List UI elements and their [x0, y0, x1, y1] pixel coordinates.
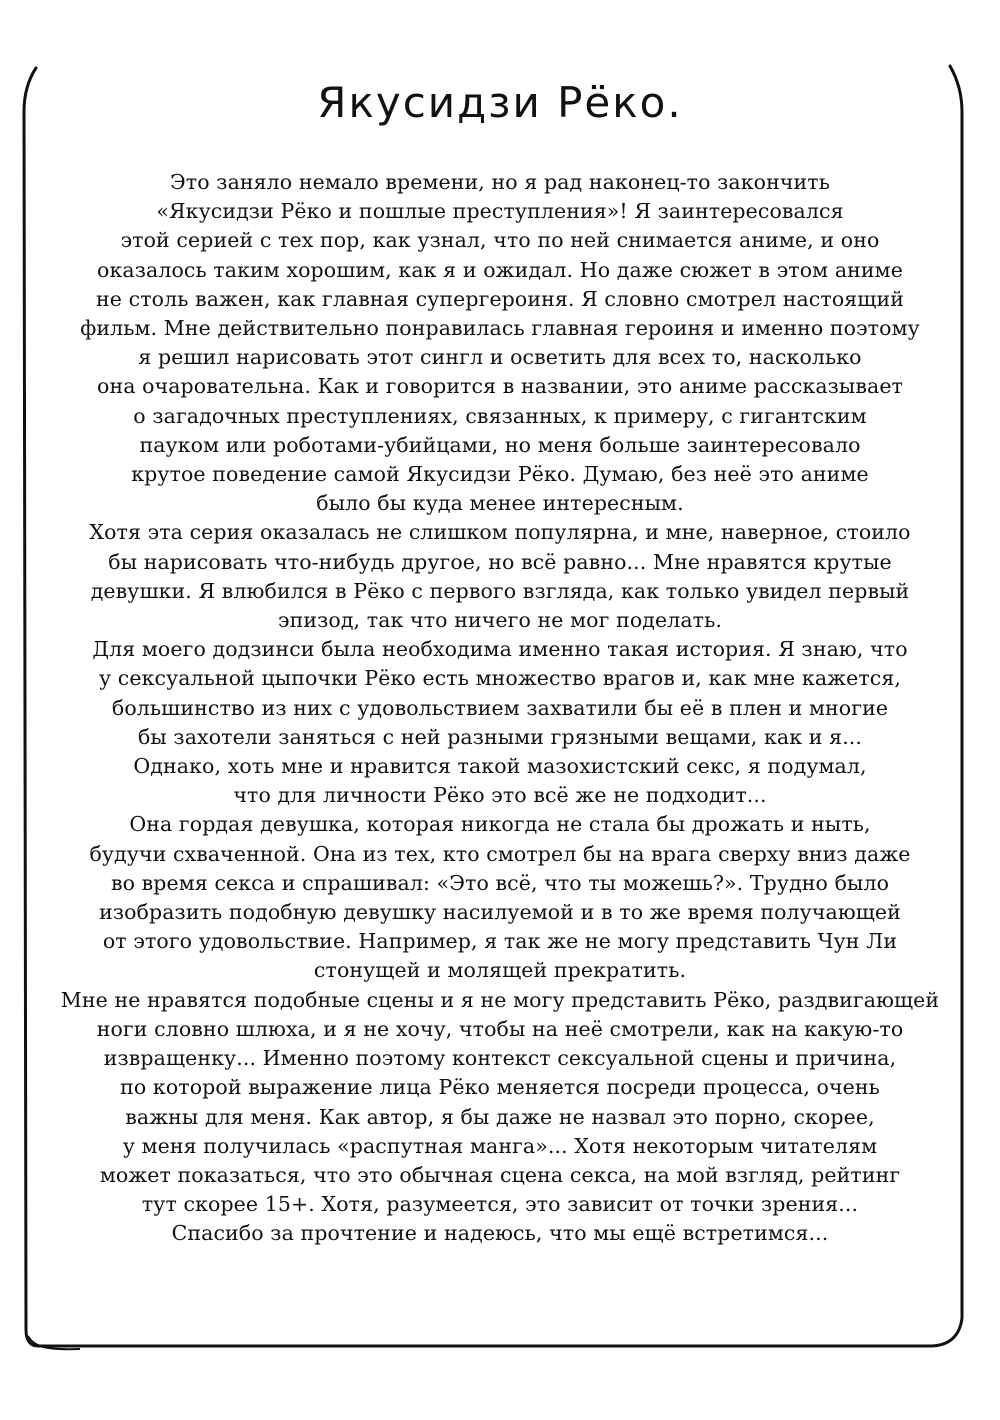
text-line: важны для меня. Как автор, я бы даже не назвал это порно, скорее, — [125, 1104, 875, 1129]
text-line: Это заняло немало времени, но я рад наконец-то закончить — [170, 170, 830, 194]
text-line: тут скорее 15+. Хотя, разумеется, это зависит от точки зрения... — [141, 1192, 859, 1217]
text-line: о загадочных преступлениях, связанных, к примеру, с гигантским — [133, 403, 867, 428]
text-line: стонущей и молящей прекратить. — [313, 958, 687, 983]
text-line: у меня получилась «распутная манга»... Хотя некоторым читателям — [122, 1133, 878, 1158]
text-line: эпизод, так что ничего не мог поделать. — [277, 608, 723, 633]
text-line: Однако, хоть мне и нравится такой мазохистский секс, я подумал, — [133, 754, 867, 779]
text-line: не столь важен, как главная супергероиня. Я словно смотрел настоящий — [96, 286, 904, 311]
text-line: бы нарисовать что-нибудь другое, но всё равно... Мне нравятся крутые — [108, 549, 892, 574]
text-line: крутое поведение самой Якусидзи Рёко. Думаю, без неё это аниме — [131, 462, 869, 487]
text-line: Для моего додзинси была необходима именно такая история. Я знаю, что — [92, 637, 908, 662]
text-line: во время секса и спрашивал: «Это всё, что ты можешь?». Трудно было — [110, 870, 890, 895]
text-line: извращенку... Именно поэтому контекст сексуальной сцены и причина, — [103, 1046, 897, 1071]
text-line: бы захотели заняться с ней разными грязными вещами, как и я... — [137, 724, 863, 749]
text-line: будучи схваченной. Она из тех, кто смотрел бы на врага сверху вниз даже — [89, 841, 911, 866]
text-line: Мне не нравятся подобные сцены и я не могу представить Рёко, раздвигающей — [60, 987, 940, 1012]
text-line: Она гордая девушка, которая никогда не стала бы дрожать и ныть, — [129, 812, 871, 837]
text-line: этой серией с тех пор, как узнал, что по ней снимается аниме, и оно — [120, 228, 880, 253]
text-line: что для личности Рёко это всё же не подходит... — [233, 783, 767, 808]
text-line: ноги словно шлюха, и я не хочу, чтобы на неё смотрели, как на какую-то — [96, 1016, 904, 1041]
text-line: девушки. Я влюбился в Рёко с первого взгляда, как только увидел первый — [90, 578, 910, 603]
text-line: Хотя эта серия оказалась не слишком популярна, и мне, наверное, стоило — [89, 520, 911, 545]
text-line: Спасибо за прочтение и надеюсь, что мы ещё встретимся... — [171, 1221, 829, 1246]
text-line: может показаться, что это обычная сцена секса, на мой взгляд, рейтинг — [99, 1162, 901, 1187]
text-line: изобразить подобную девушку насилуемой и в то же время получающей — [99, 900, 901, 925]
text-line: фильм. Мне действительно понравилась главная героиня и именно поэтому — [80, 316, 920, 341]
text-line: «Якусидзи Рёко и пошлые преступления»! Я заинтересовался — [156, 199, 844, 224]
text-line: пауком или роботами-убийцами, но меня больше заинтересовало — [139, 432, 861, 457]
text-line: от этого удовольствие. Например, я так же не могу представить Чун Ли — [102, 929, 898, 954]
text-line: по которой выражение лица Рёко меняется посреди процесса, очень — [120, 1075, 880, 1100]
text-line: оказалось таким хорошим, как я и ожидал. Но даже сюжет в этом аниме — [97, 257, 903, 282]
page-title: Якусидзи Рёко. — [317, 78, 683, 127]
text-line: она очаровательна. Как и говорится в названии, это аниме рассказывает — [97, 374, 903, 399]
text-line: было бы куда менее интересным. — [316, 491, 684, 516]
text-line: я решил нарисовать этот сингл и осветить для всех то, насколько — [138, 345, 862, 370]
text-line: большинство из них с удовольствием захватили бы её в плен и многие — [111, 695, 889, 720]
text-line: у сексуальной цыпочки Рёко есть множество врагов и, как мне кажется, — [98, 666, 901, 691]
afterword-text — [30, 168, 970, 1249]
